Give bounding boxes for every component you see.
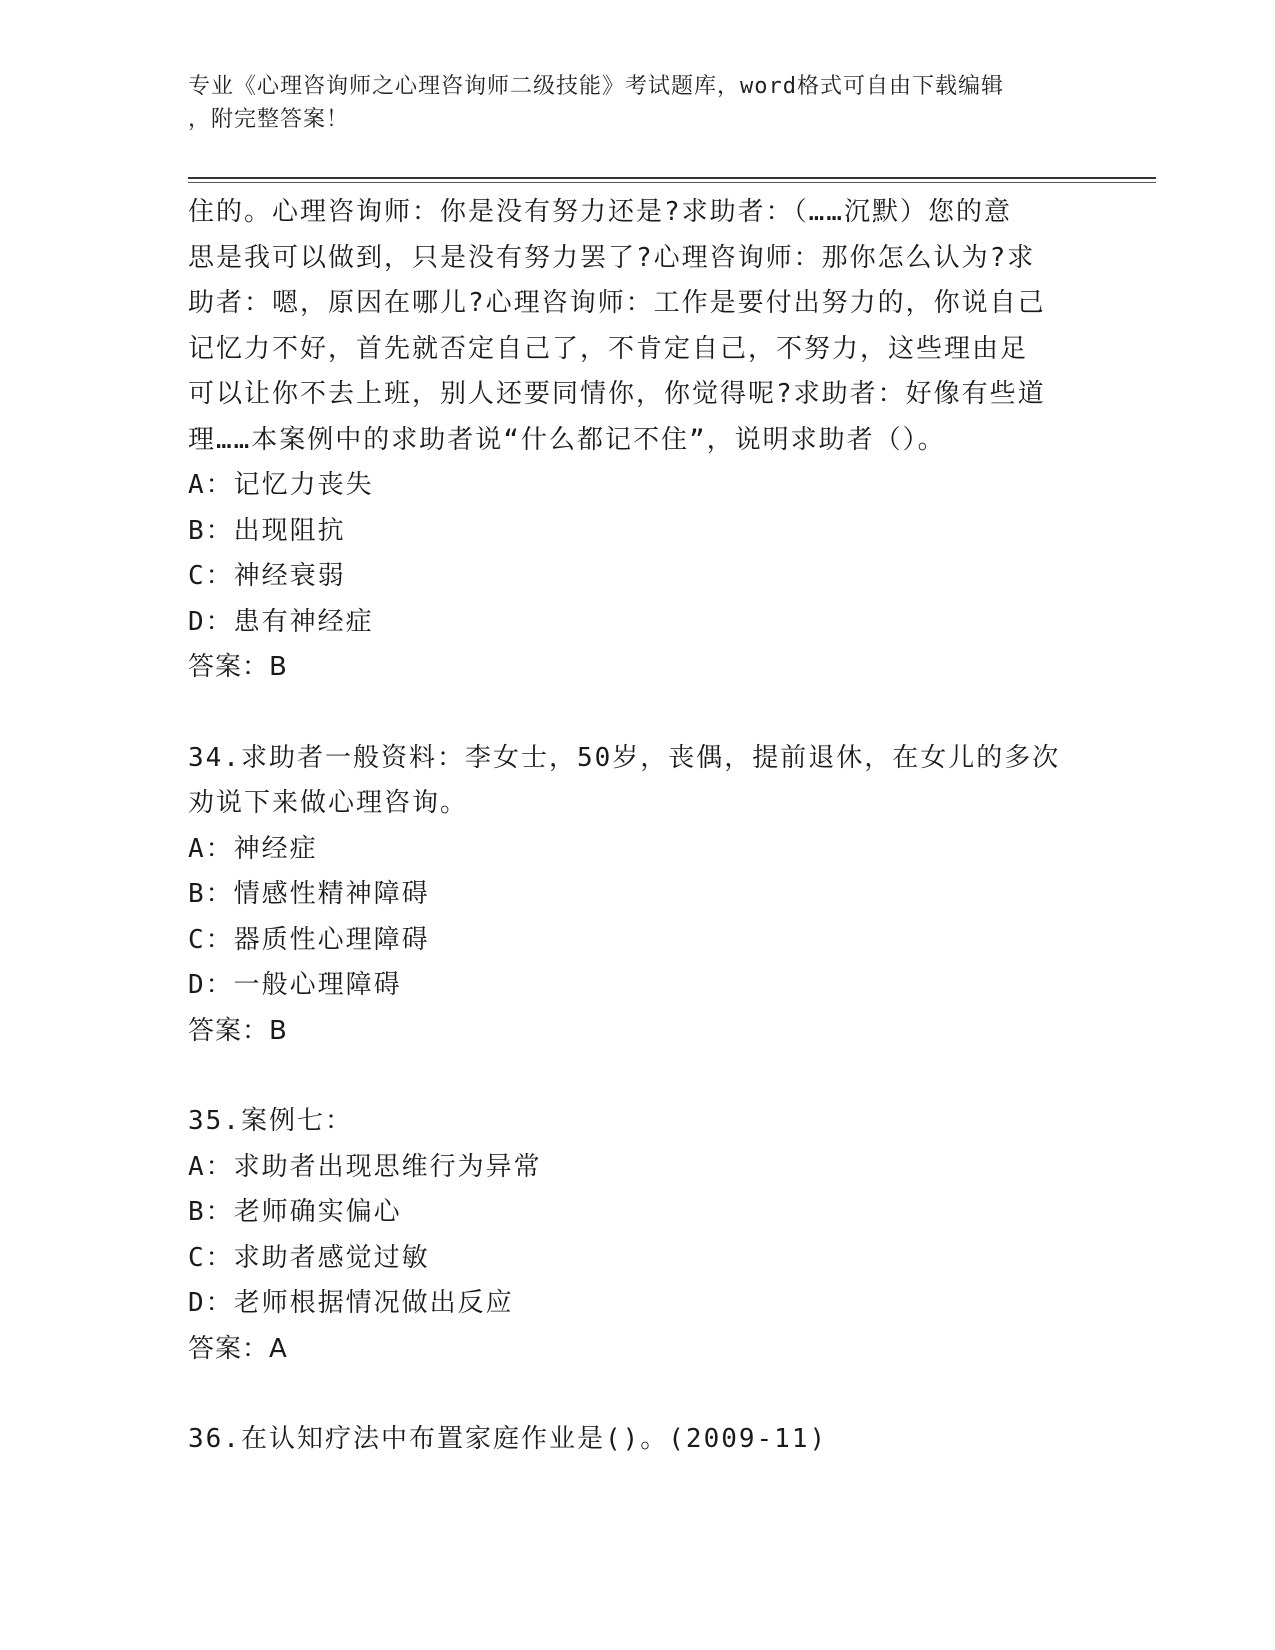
question-text-line: 35.案例七： [188,1106,353,1136]
answer-line: 答案：B [188,652,288,682]
option-c: C：求助者感觉过敏 [188,1242,430,1273]
question-35 [188,1099,1108,1372]
question-text-line: 34.求助者一般资料：李女士，50岁，丧偶，提前退休，在女儿的多次 [188,742,1061,773]
question-text-line: 思是我可以做到，只是没有努力罢了?心理咨询师：那你怎么认为?求 [188,242,1036,273]
spacer [188,1372,1108,1417]
option-d: D：患有神经症 [188,606,374,637]
answer-line: 答案：B [188,1015,288,1046]
option-d: D：老师根据情况做出反应 [188,1288,514,1318]
option-b: B：出现阻抗 [188,515,346,546]
option-a: A：神经症 [188,833,318,864]
question-text-line: 36.在认知疗法中布置家庭作业是()。(2009-11) [188,1424,828,1454]
question-text-line: 住的。心理咨询师：你是没有努力还是?求助者：（……沉默）您的意 [188,197,1012,227]
option-b: B：老师确实偏心 [188,1197,402,1227]
document-header [188,70,1088,136]
spacer [188,691,1108,736]
question-text-line: 记忆力不好，首先就否定自己了，不肯定自己，不努力，这些理由足 [188,333,1029,364]
header-divider-thick [188,177,1156,179]
question-list [188,190,1108,1463]
option-a: A：求助者出现思维行为异常 [188,1151,542,1182]
option-d: D：一般心理障碍 [188,970,402,1000]
question-text-line: 理……本案例中的求助者说“什么都记不住”，说明求助者（）。 [188,424,946,455]
header-title-line: 专业《心理咨询师之心理咨询师二级技能》考试题库，word格式可自由下载编辑 [188,74,1004,99]
question-36 [188,1417,1108,1463]
question-33 [188,190,1108,691]
question-34 [188,736,1108,1055]
option-c: C：神经衰弱 [188,561,346,591]
option-b: B：情感性精神障碍 [188,879,430,909]
question-text-line: 可以让你不去上班，别人还要同情你，你觉得呢?求助者：好像有些道 [188,379,1046,409]
option-c: C：器质性心理障碍 [188,924,430,955]
header-divider-thin [188,182,1156,183]
question-text-line: 助者：嗯，原因在哪儿?心理咨询师：工作是要付出努力的，你说自己 [188,288,1046,318]
answer-line: 答案：A [188,1333,288,1364]
option-a: A：记忆力丧失 [188,470,374,500]
question-text-line: 劝说下来做心理咨询。 [188,788,469,818]
spacer [188,1054,1108,1099]
header-title-line-continued: ，附完整答案！ [188,107,350,132]
